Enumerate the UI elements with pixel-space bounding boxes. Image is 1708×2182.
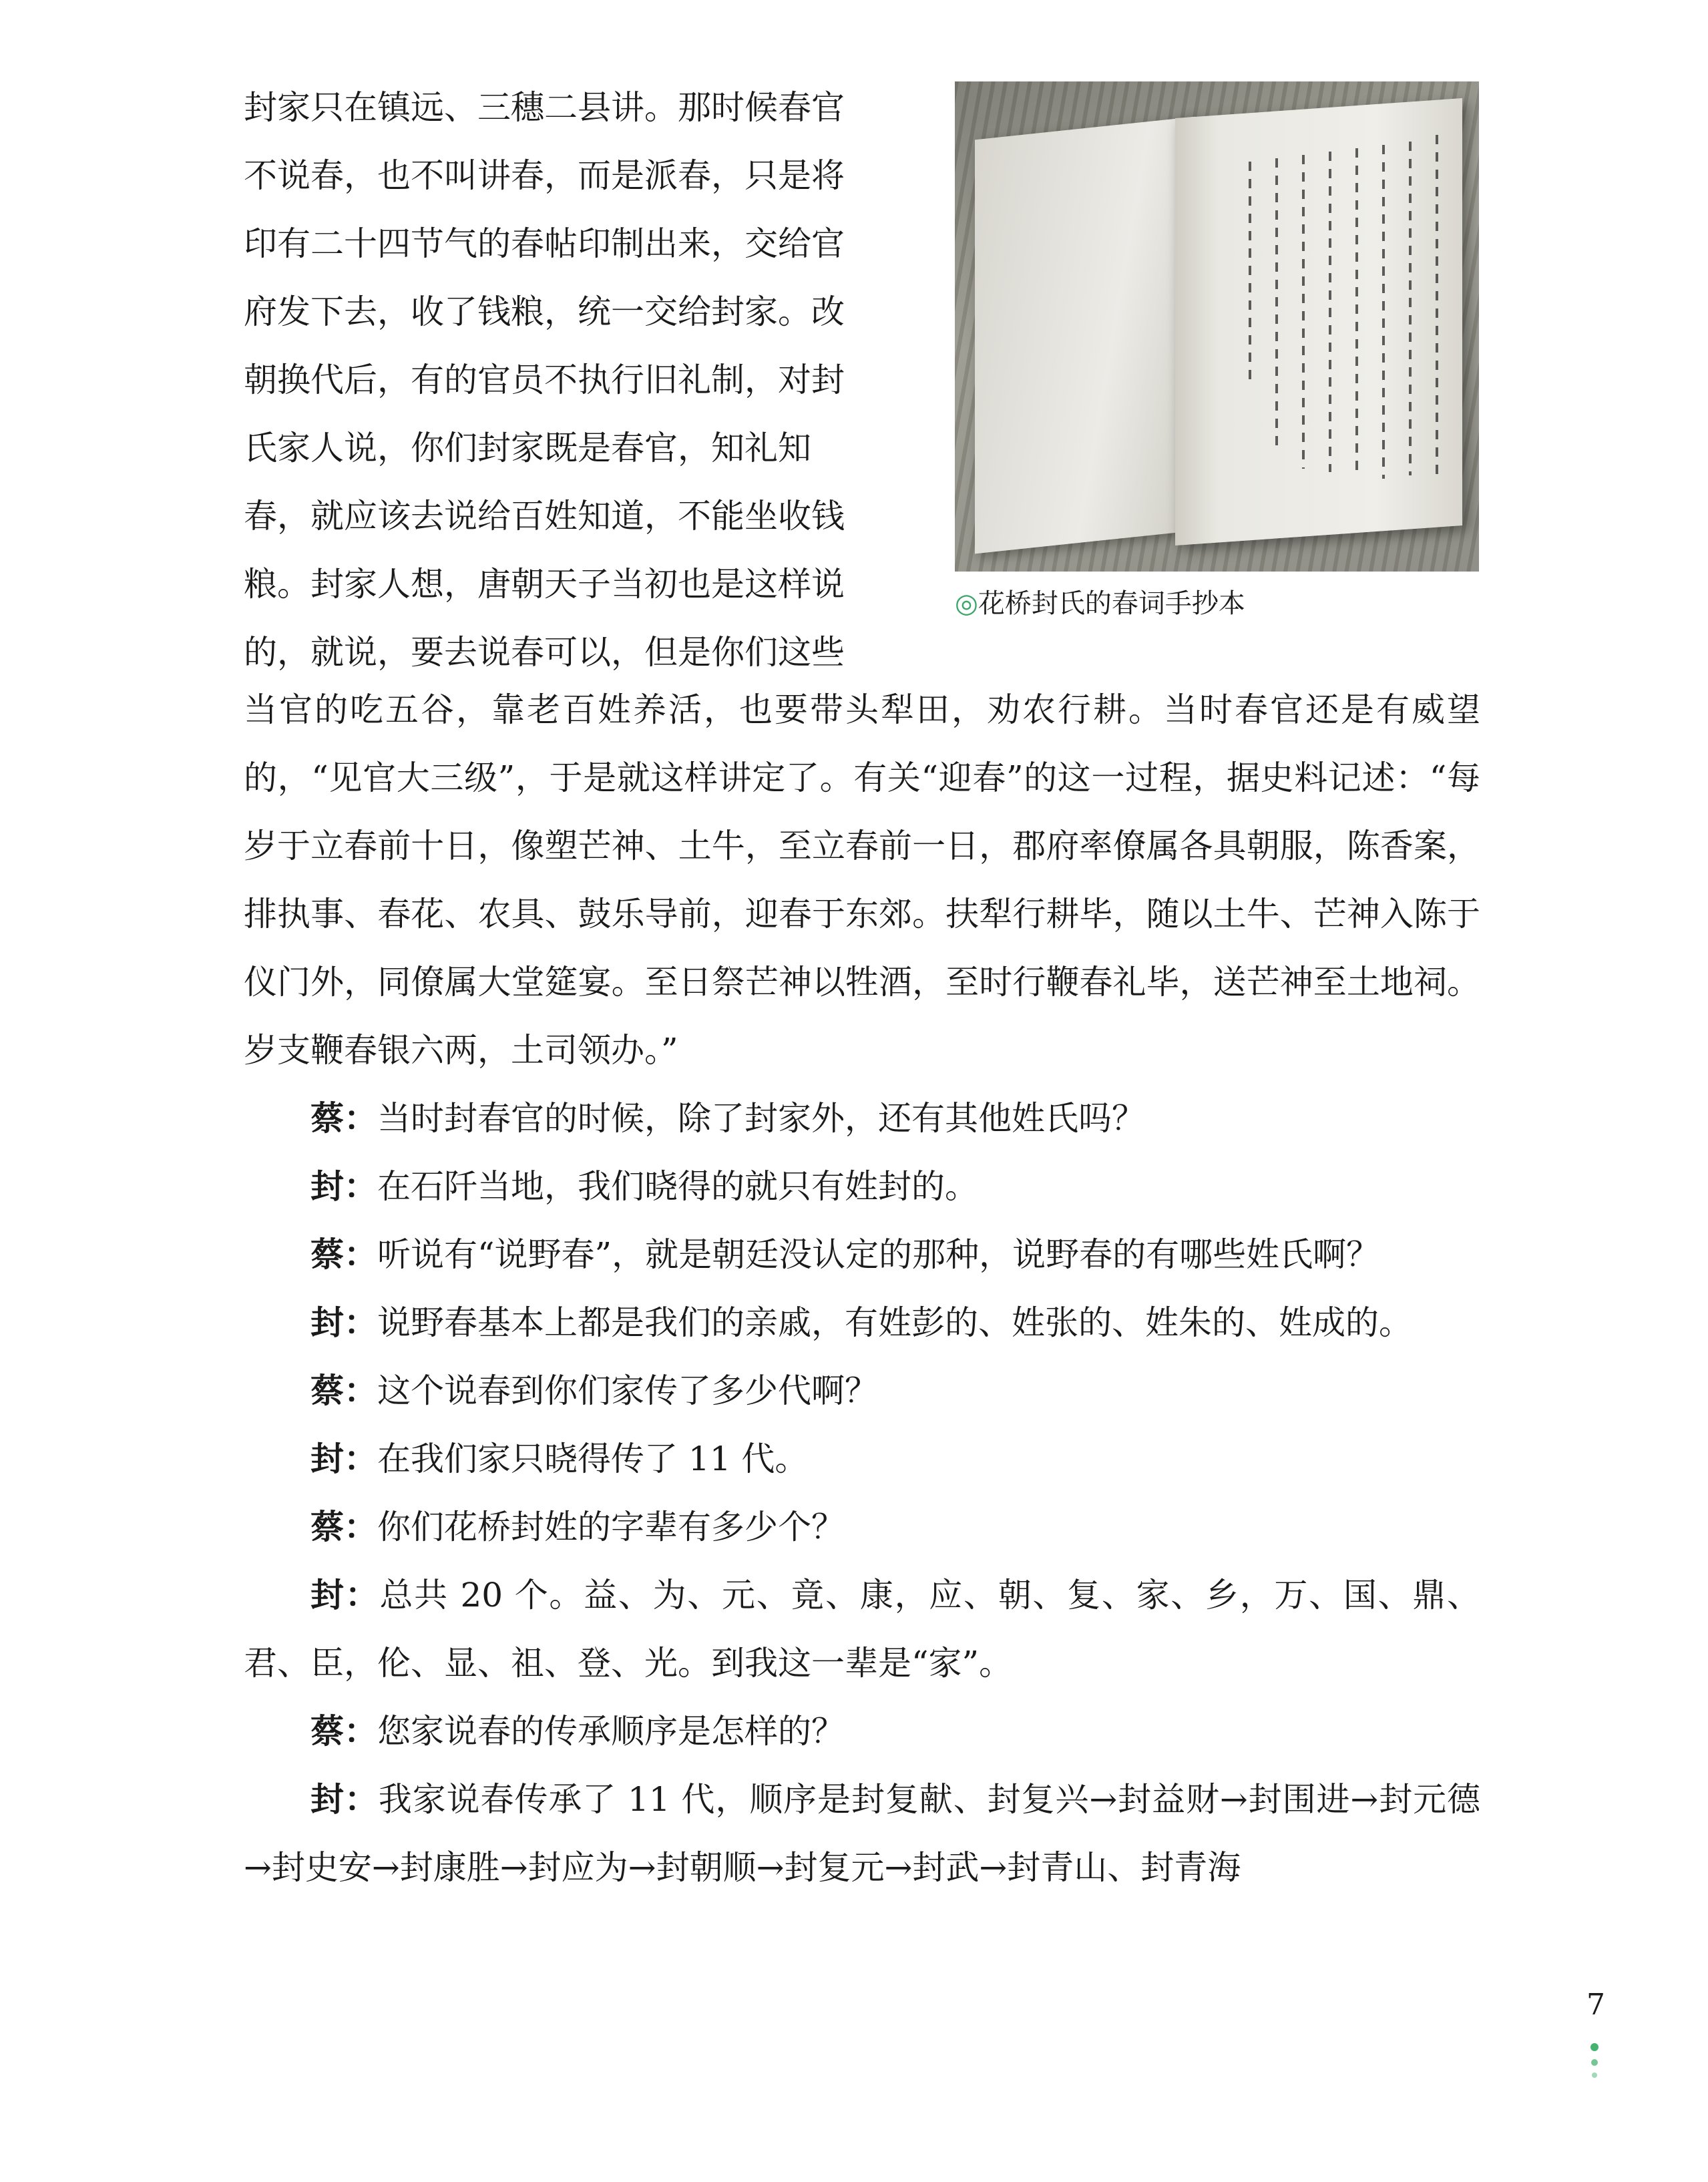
decorative-dot — [1592, 2072, 1597, 2078]
figure-caption — [955, 585, 1245, 622]
paragraph-line: 春，就应该去说给百姓知道，不能坐收钱 — [244, 497, 845, 535]
dialogue-text: 你们花桥封姓的字辈有多少个？ — [377, 1508, 845, 1546]
dialogue-line — [244, 1493, 1480, 1561]
dialogue-line — [244, 1289, 1480, 1357]
dialogue-line — [244, 1221, 1480, 1289]
dialogue-text: 说野春基本上都是我们的亲戚，有姓彭的、姓张的、姓朱的、姓成的。 — [377, 1303, 1412, 1342]
speaker-label: 封： — [310, 1780, 379, 1819]
body-column — [244, 676, 1480, 1902]
handwriting-column — [1249, 162, 1251, 382]
dialogue-text: 听说有“说野春”，就是朝廷没认定的那种，说野春的有哪些姓氏啊？ — [377, 1235, 1380, 1274]
handwriting-column — [1329, 152, 1331, 472]
dialogue-line — [244, 1425, 1480, 1493]
paragraph-line: 的，就说，要去说春可以，但是你们这些 — [244, 633, 845, 672]
speaker-label: 封： — [310, 1576, 380, 1614]
dialogue-text: 当时封春官的时候，除了封家外，还有其他姓氏吗？ — [377, 1099, 1145, 1138]
handwriting-column — [1436, 135, 1438, 482]
speaker-label: 封： — [310, 1440, 377, 1478]
handwriting-column — [1382, 145, 1385, 479]
speaker-label: 蔡： — [310, 1508, 377, 1546]
dialogue-line — [244, 1697, 1480, 1765]
caption-text: 花桥封氏的春词手抄本 — [978, 588, 1245, 619]
speaker-label: 蔡： — [310, 1099, 377, 1138]
paragraph-line: 不说春，也不叫讲春，而是派春，只是将 — [244, 156, 845, 195]
handwriting-column — [1275, 158, 1278, 452]
speaker-label: 蔡： — [310, 1712, 377, 1751]
dialogue-text: 总共 20 个。益、为、元、竟、康，应、朝、复、家、乡，万、国、鼎、君、臣，伦、显、祖、登、光。到我这一辈是“家”。 — [244, 1576, 1480, 1683]
dialogue-line — [244, 1152, 1480, 1221]
handwriting-column — [1409, 142, 1412, 475]
speaker-label: 封： — [310, 1303, 377, 1342]
caption-marker-icon: ◎ — [955, 588, 978, 619]
manuscript-left-page — [975, 117, 1195, 554]
dialogue-text: 我家说春传承了 11 代，顺序是封复献、封复兴→封益财→封围进→封元德→封史安→封康胜→封应为→封朝顺→封复元→封武→封青山、封青海 — [244, 1780, 1481, 1887]
page-number: 7 — [1586, 1988, 1605, 2022]
dialogue-line — [244, 1765, 1480, 1902]
dialogue-text: 您家说春的传承顺序是怎样的？ — [377, 1712, 845, 1751]
speaker-label: 蔡： — [310, 1371, 377, 1410]
paragraph-line: 封家只在镇远、三穗二县讲。那时候春官 — [244, 88, 845, 127]
body-paragraph: 当官的吃五谷，靠老百姓养活，也要带头犁田，劝农行耕。当时春官还是有威望的，“见官大三级”，于是就这样讲定了。有关“迎春”的这一过程，据史料记述：“每岁于立春前十日，像塑芒神、土牛，至立春前一日，郡府率僚属各具朝服，陈香案，排执事、春花、农具、鼓乐导前，迎春于东郊。扶犁行耕毕，随以土牛、芒神入陈于仪门外，同僚属大堂筵宴。至日祭芒神以牲酒，至时行鞭春礼毕，送芒神至土地祠。岁支鞭春银六两，土司领办。” — [244, 690, 1480, 1070]
handwriting-column — [1355, 148, 1358, 475]
dialogue-text: 在石阡当地，我们晓得的就只有姓封的。 — [377, 1167, 978, 1206]
paragraph-line: 府发下去，收了钱粮，统一交给封家。改 — [244, 292, 845, 331]
text-wrap-column — [244, 73, 905, 686]
dialogue-line — [244, 1357, 1480, 1425]
speaker-label: 蔡： — [310, 1235, 377, 1274]
dialogue-line — [244, 1084, 1480, 1152]
decorative-dot — [1591, 2059, 1598, 2066]
handwriting-column — [1302, 155, 1305, 469]
dialogue-text: 这个说春到你们家传了多少代啊？ — [377, 1371, 878, 1410]
paragraph-line: 氏家人说，你们封家既是春官，知礼知 — [244, 429, 811, 467]
speaker-label: 封： — [310, 1167, 377, 1206]
decorative-dot — [1590, 2043, 1598, 2051]
dialogue-line — [244, 1561, 1480, 1697]
manuscript-photo — [955, 81, 1479, 572]
paragraph-line: 朝换代后，有的官员不执行旧礼制，对封 — [244, 361, 845, 399]
paragraph-line: 粮。封家人想，唐朝天子当初也是这样说 — [244, 565, 845, 604]
dialogue-text: 在我们家只晓得传了 11 代。 — [377, 1440, 809, 1478]
paragraph-line: 印有二十四节气的春帖印制出来，交给官 — [244, 224, 845, 263]
manuscript-right-page — [1175, 98, 1462, 546]
